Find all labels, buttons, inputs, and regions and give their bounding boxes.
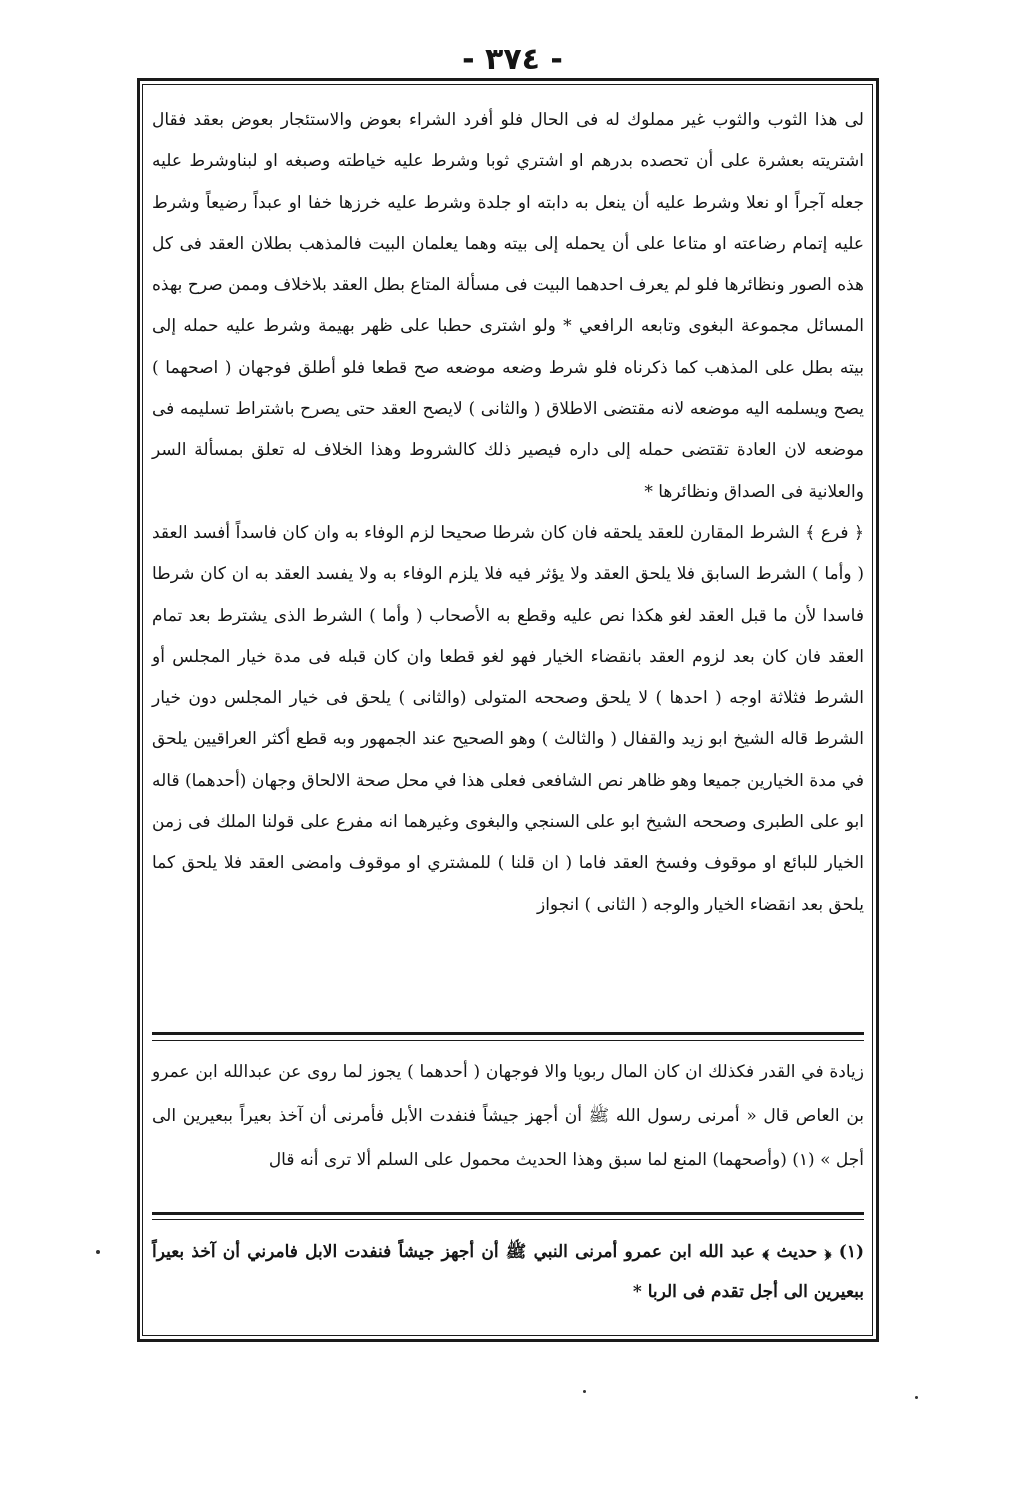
margin-speck [915,1396,918,1399]
footnote-divider-thin [152,1219,864,1220]
section-divider-thin [152,1040,864,1041]
page-number: - ٣٧٤ - [462,42,563,77]
footnote-divider [152,1212,864,1215]
main-paragraph: ﴿ فرع ﴾ الشرط المقارن للعقد يلحقه فان كان شرطا صحيحا لزم الوفاء به وان كان فاسداً أفسد العقد ( وأما ) الشرط السابق فلا يلحق العقد ولا يؤثر فيه فلا يلزم الوفاء به ولا يفسد العقد به ان كان شرطا فاسدا لأن ما قبل العقد لغو هكذا نص عليه وقطع به الأصحاب ( وأما ) الشرط الذى يشترط بعد تمام العقد فان كان بعد لزوم العقد بانقضاء الخيار فهو لغو قطعا وان كان قبله فى مدة خيار المجلس أو الشرط فثلاثة اوجه ( احدها ) لا يلحق وصححه المتولى (والثانى ) يلحق فى خيار المجلس دون خيار الشرط قاله الشيخ ابو زيد والقفال ( والثالث ) وهو الصحيح عند الجمهور وبه قطع أكثر العراقيين يلحق في مدة الخيارين جميعا وهو ظاهر نص الشافعى فعلى هذا في محل صحة الالحاق وجهان (أحدهما) قاله ابو على الطبرى وصححه الشيخ ابو على السنجي والبغوى وغيرهما انه مفرع على قولنا الملك فى زمن الخيار للبائع او موقوف وفسخ العقد فاما ( ان قلنا ) للمشتري او موقوف وامضى العقد فلا يلحق كما يلحق بعد انقضاء الخيار والوجه ( الثانى ) انجواز [152,522,865,915]
margin-speck [96,1250,100,1254]
margin-speck [583,1390,586,1393]
main-paragraph: لى هذا الثوب والثوب غير مملوك له فى الحال فلو أفرد الشراء بعوض والاستئجار بعوض بعقد فقال اشتريته بعشرة على أن تحصده بدرهم او اشتري ثوبا وشرط عليه خياطته وصبغه او لبناوشرط عليه جعله آجراً او نعلا وشرط عليه أن ينعل به دابته او جلدة وشرط عليه خرزها خفا او عبداً رضيعاً وشرط عليه إتمام رضاعته او متاعا على أن يحمله إلى بيته وهما يعلمان البيت فالمذهب بطلان العقد فى كل هذه الصور ونظائرها فلو لم يعرف احدهما البيت فى مسألة المتاع بطل العقد بلاخلاف وممن صرح بهذه المسائل مجموعة البغوى وتابعه الرافعي * ولو اشترى حطبا على ظهر بهيمة وشرط عليه حمله إلى بيته بطل على المذهب كما ذكرناه فلو شرط وضعه موضعه صح قطعا فلو أطلق فوجهان ( اصحهما ) يصح ويسلمه اليه موضعه لانه مقتضى الاطلاق ( والثانى ) لايصح العقد حتى يصرح باشتراط تسليمه فى موضعه لان العادة تقتضى حمله إلى داره فيصير ذلك كالشروط وهذا الخلاف له تعلق بمسألة السر والعلانية فى الصداق ونظائرها * [152,110,864,502]
section-divider [152,1032,864,1035]
continuation-text-block [152,1050,864,1182]
footnote-paragraph: (١) ﴿ حديث ﴾ عبد الله ابن عمرو أمرنى النبي ﷺ أن أجهز جيشاً فنفدت الابل فامرني أن آخذ بعيراً ببعيرين الى أجل تقدم فى الربا * [152,1242,864,1302]
continuation-paragraph: زيادة في القدر فكذلك ان كان المال ربويا والا فوجهان ( أحدهما ) يجوز لما روى عن عبدالله ابن عمرو بن العاص قال « أمرنى رسول الله ﷺ أن أجهز جيشاً فنفدت الأبل فأمرنى أن آخذ بعيراً ببعيرين الى أجل » (١) (وأصحهما) المنع لما سبق وهذا الحديث محمول على السلم ألا ترى أنه قال [152,1062,864,1170]
footnote-block [152,1232,864,1312]
main-text-block [152,100,864,926]
